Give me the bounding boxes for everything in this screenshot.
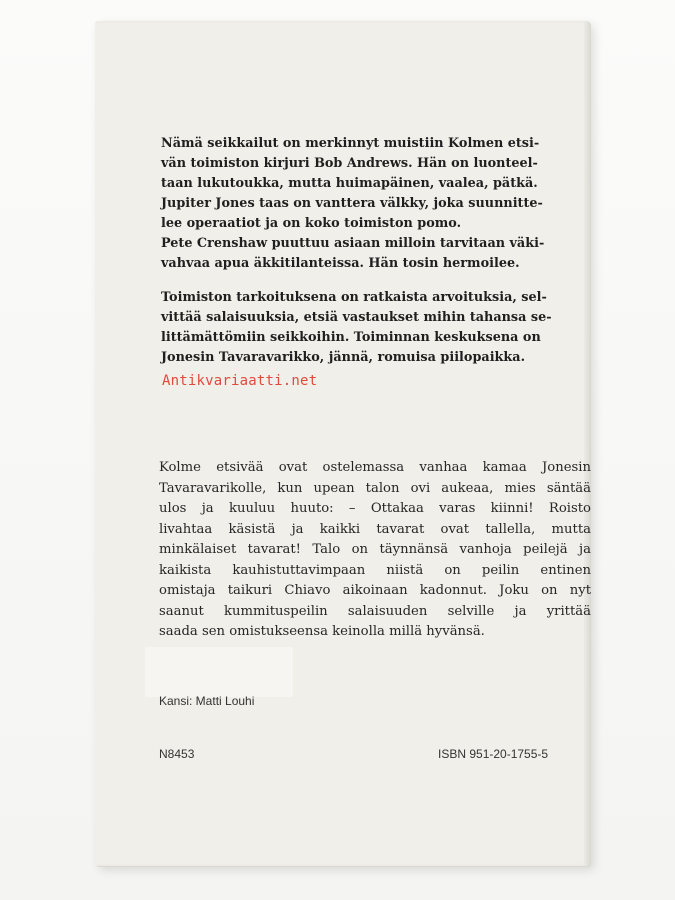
text-line: lee operaatiot ja on koko toimiston pomo. bbox=[161, 216, 462, 231]
text-line: Jupiter Jones taas on vanttera välkky, joka suunnitte- bbox=[161, 196, 543, 211]
cover-artist-credit: Kansi: Matti Louhi bbox=[159, 694, 255, 708]
text-line: Jonesin Tavaravarikko, jännä, romuisa piilopaikka. bbox=[161, 350, 526, 365]
sticker-residue bbox=[145, 647, 293, 697]
text-line: saanut kummituspeilin salaisuuden selville ja yrittää bbox=[159, 603, 591, 619]
text-line: vahvaa apua äkkitilanteissa. Hän tosin hermoilee. bbox=[161, 256, 520, 271]
text-line: vittää salaisuuksia, etsiä vastaukset mihin tahansa se- bbox=[161, 310, 552, 325]
text-line: ulos ja kuuluu huuto: – Ottakaa varas kiinni! Roisto bbox=[159, 501, 591, 516]
text-line: minkälaiset tavarat! Talo on täynnänsä vanhoja peilejä ja bbox=[159, 542, 591, 557]
text-line: omistaja taikuri Chiavo aikoinaan kadonnut. Joku on nyt bbox=[159, 583, 591, 598]
text-line: littämättömiin seikkoihin. Toiminnan keskuksena on bbox=[161, 330, 541, 345]
text-line: Tavaravarikolle, kun upean talon ovi aukeaa, mies säntää bbox=[159, 480, 591, 496]
agency-description bbox=[161, 288, 591, 368]
isbn-number: ISBN 951-20-1755-5 bbox=[438, 747, 549, 761]
product-code: N8453 bbox=[159, 747, 195, 761]
watermark-text: Antikvariaatti.net bbox=[162, 373, 318, 389]
book-back-cover bbox=[95, 21, 590, 866]
text-line: vän toimiston kirjuri Bob Andrews. Hän on luonteel- bbox=[161, 156, 538, 171]
series-description bbox=[161, 134, 591, 274]
text-line: saada sen omistukseensa keinolla millä hyvänsä. bbox=[159, 624, 485, 639]
text-line: livahtaa käsistä ja kaikki tavarat ovat tallella, mutta bbox=[159, 521, 591, 537]
text-line: Pete Crenshaw puuttuu asiaan milloin tarvitaan väki- bbox=[161, 236, 545, 251]
text-line: Kolme etsivää ovat ostelemassa vanhaa kamaa Jonesin bbox=[159, 460, 591, 475]
text-line: kaikista kauhistuttavimpaan niistä on peilin entinen bbox=[159, 562, 591, 578]
story-summary bbox=[159, 458, 591, 643]
text-line: taan lukutoukka, mutta huimapäinen, vaalea, pätkä. bbox=[161, 176, 538, 191]
text-line: Nämä seikkailut on merkinnyt muistiin Kolmen etsi- bbox=[161, 136, 540, 151]
text-line: Toimiston tarkoituksena on ratkaista arvoituksia, sel- bbox=[161, 290, 547, 305]
